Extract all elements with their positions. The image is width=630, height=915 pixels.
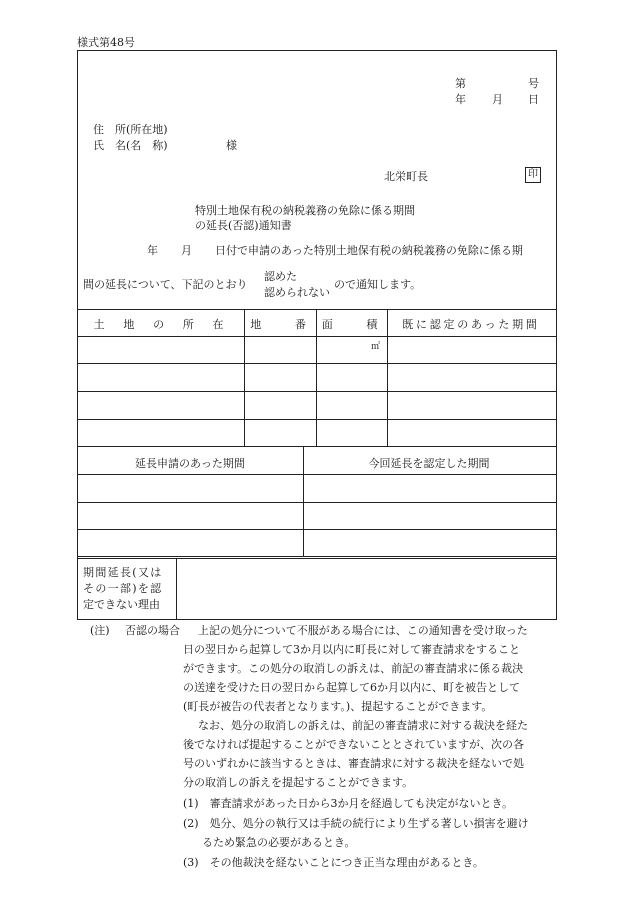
land-location-header: 土 地 の 所 在 xyxy=(93,318,228,331)
seal-mark: 印 xyxy=(525,167,541,183)
notes-sublabel: 否認の場合 xyxy=(125,624,180,637)
number-prefix: 第 xyxy=(455,77,466,90)
note-line: 号のいずれかに該当するときは、審査請求に対する裁決を経ないで処 xyxy=(183,757,524,770)
reason-label-line-2: その一部)を認 xyxy=(83,582,163,595)
period-table-bottom-rule xyxy=(77,556,556,557)
form-number: 様式第48号 xyxy=(77,36,135,49)
land-table-bottom-rule xyxy=(77,446,556,447)
area-header: 面 積 xyxy=(321,318,382,331)
note-line: 上記の処分について不服がある場合には、この通知書を受け取った xyxy=(198,624,528,637)
date-month: 月 xyxy=(492,93,503,106)
address-label: 住 所(所在地) xyxy=(93,123,168,136)
issuer-name: 北栄町長 xyxy=(384,170,428,183)
period-table-header-rule xyxy=(77,474,556,475)
period-table-row-rule xyxy=(77,529,556,530)
body-line-1: 日付で申請のあった特別土地保有税の納税義務の免除に係る期 xyxy=(215,244,523,257)
extended-period-header: 今回延長を認定した期間 xyxy=(368,457,490,470)
body-month: 月 xyxy=(181,244,192,257)
note-line: (町長が被告の代表者となります。)、提起することができます。 xyxy=(183,700,493,713)
date-day: 日 xyxy=(528,93,539,106)
note-line: の送達を受けた日の翌日から起算して6か月以内に、町を被告として xyxy=(183,681,520,694)
name-label: 氏 名(名 称) xyxy=(93,139,168,152)
number-suffix: 号 xyxy=(528,77,539,90)
note-line: るため緊急の必要があるとき。 xyxy=(202,836,356,849)
period-table-row-rule xyxy=(77,502,556,503)
honorific: 様 xyxy=(226,139,237,152)
note-line: 日の翌日から起算して3か月以内に町長に対して審査請求をすること xyxy=(183,643,520,656)
date-year: 年 xyxy=(455,93,466,106)
note-line: (3) その他裁決を経ないことにつき正当な理由があるとき。 xyxy=(183,856,484,869)
notes-label: (注) xyxy=(90,624,110,637)
note-line: なお、処分の取消しの訴えは、前記の審査請求に対する裁決を経た xyxy=(198,719,528,732)
area-unit: ㎡ xyxy=(371,342,381,352)
note-line: ができます。この処分の取消しの訴えは、前記の審査請求に係る裁決 xyxy=(183,662,524,675)
reason-col-rule xyxy=(176,558,177,619)
title-line-2: の延長(否認)通知書 xyxy=(195,219,292,232)
lot-number-header: 地 番 xyxy=(250,318,310,331)
choice-approved: 認めた xyxy=(264,270,297,283)
title-line-1: 特別土地保有税の納税義務の免除に係る期間 xyxy=(195,204,415,217)
note-line: 後でなければ提起することができないこととされていますが、次の各 xyxy=(183,738,524,751)
approved-period-header: 既に認定のあった期間 xyxy=(402,318,540,331)
choice-denied: 認められない xyxy=(264,286,330,299)
reason-label-line-3: 定できない理由 xyxy=(83,598,160,611)
body-line-2-end: ので通知します。 xyxy=(334,278,422,291)
period-table-double-rule xyxy=(77,558,556,559)
requested-period-header: 延長申請のあった期間 xyxy=(135,457,245,470)
body-line-2: 間の延長について、下記のとおり xyxy=(83,278,248,291)
note-line: (1) 審査請求があった日から3か月を経過しても決定がないとき。 xyxy=(183,797,514,810)
note-line: (2) 処分、処分の執行又は手続の続行により生ずる著しい損害を避け xyxy=(183,817,529,830)
reason-label-line-1: 期間延長(又は xyxy=(83,566,163,579)
note-line: 分の取消しの訴えを提起することができます。 xyxy=(183,776,414,789)
body-year: 年 xyxy=(147,244,158,257)
